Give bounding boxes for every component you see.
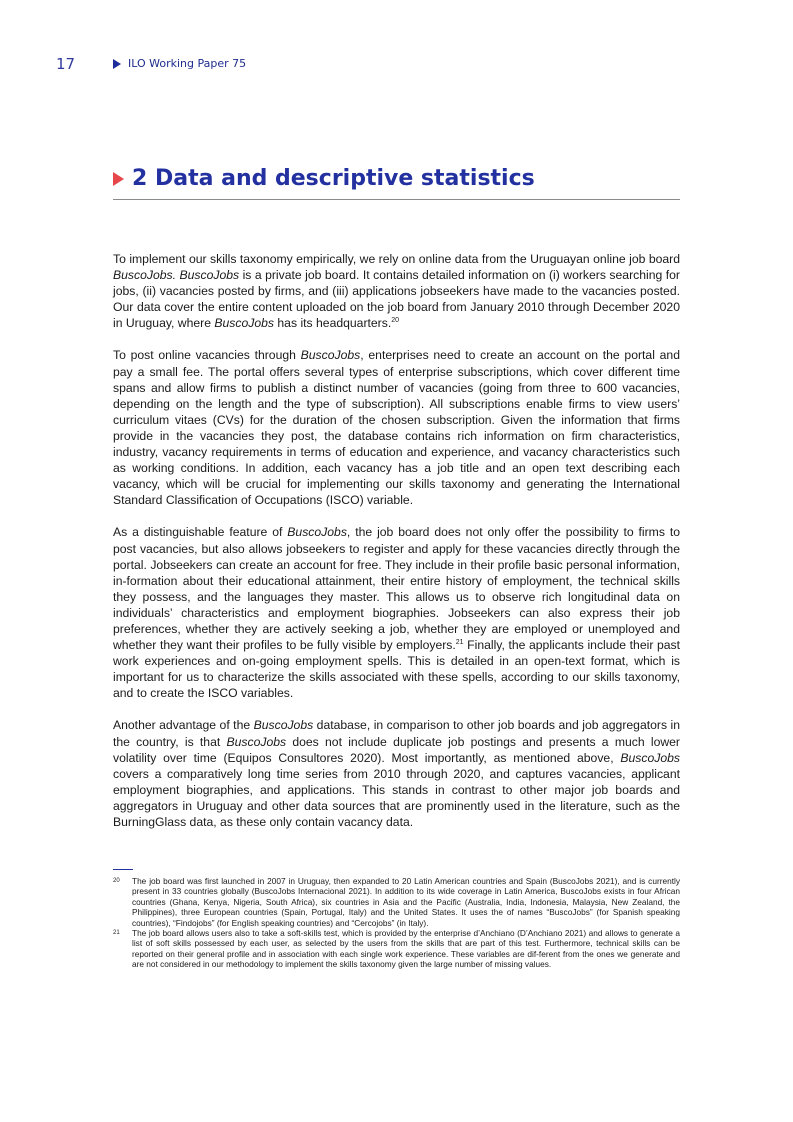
- text-run: Finally, the applicants include their past work experiences and on-going employment spells. This is detailed in an open-text format, which is important for us to characterize the skills associated with these spells, according to our skills taxonomy, and to create the ISCO variables.: [113, 638, 681, 701]
- body-text: [113, 251, 680, 846]
- paragraph: [113, 251, 680, 331]
- section-heading: [113, 166, 680, 191]
- footnote-ref: 20: [391, 317, 400, 325]
- text-run: is a private job board. It contains detailed information on (i) workers searching for jobs, (ii) vacancies posted by firms, and (iii) applications jobseekers have made to the vacancies posted. Our data cover the entire content uploaded on the job board from January 2010 through December 2020 in Uruguay, where: [113, 268, 680, 331]
- heading-divider: [113, 199, 680, 200]
- footnote-text: The job board was first launched in 2007 in Uruguay, then expanded to 20 Latin American countries and Spain (BuscoJobs 2021), and is currently present in 33 countries globally (BuscoJobs Internacional 2021). In addition to its wide coverage in Latin America, BuscoJobs exists in four African countries (Ghana, Kenya, Nigeria, South Africa), six countries in Asia and the Pacific (Australia, India, Indonesia, Malaysia, New Zealand, the Philippines), three European countries (Spain, Portugal, Italy) and the United States. It uses the of names “BuscoJobs” (for Spanish speaking countries), “Findojobs” (for English speaking countries) and “Cercojobs” (in Italy).: [132, 876, 680, 928]
- footnote-text: The job board allows users also to take a soft-skills test, which is provided by the enterprise d’Anchiano (D’Anchiano 2021) and allows to generate a list of soft skills possessed by each user, as selected by the users from the skills that are part of this test. Furthermore, technical skills can be reported on their general profile and in association with each single work experience. These variables are dif-ferent from the ones we generate and are not considered in our methodology to implement the skills taxonomy given the large number of missing values.: [132, 928, 680, 970]
- page-number: 17: [56, 55, 76, 73]
- italic-text: BuscoJobs: [253, 718, 314, 733]
- footnotes: [113, 876, 680, 970]
- italic-text: BuscoJobs: [300, 348, 361, 363]
- running-title-text: ILO Working Paper 75: [128, 57, 247, 70]
- text-run: To implement our skills taxonomy empirically, we rely on online data from the Uruguayan online job board: [113, 252, 680, 266]
- page-header: [0, 55, 793, 75]
- text-run: Another advantage of the: [113, 718, 254, 733]
- text-run: , enterprises need to create an account on the portal and pay a small fee. The portal offers several types of enterprise subscriptions, which cover different time spans and allow firms to publish a distinct number of vacancies (going from three to 600 vacancies, depending on the length and the type of subscription). All subscriptions enable firms to view users’ curriculum vitaes (CVs) for the duration of the chosen subscription. Given the information that firms provide in the vacancies they post, the database contains rich information on firm characteristics, industry, vacancy requirements in terms of education and experience, and vacancy characteristics such as working conditions. In addition, each vacancy has a job title and an open text describing each vacancy, which will be crucial for implementing our skills taxonomy and generating the International Standard Classification of Occupations (ISCO) variable.: [113, 348, 680, 508]
- paragraph: [113, 524, 680, 701]
- running-title: [113, 57, 246, 70]
- section-title-text: 2 Data and descriptive statistics: [132, 166, 535, 191]
- italic-text: BuscoJobs: [287, 525, 347, 540]
- text-run: , the job board does not only offer the possibility to firms to post vacancies, but also allows jobseekers to register and apply for these vacancies directly through the portal. Jobseekers can create an account for free. They include in their profile basic personal information, in-formation about their educational attainment, their entire history of employment, the technical skills they possess, and the languages they master. This allows us to observe rich longitudinal data on individuals’ characteristics and employment biographies. Jobseekers can also express their job preferences, whether they are actively seeking a job, whether they are employed or unemployed and whether they want their profiles to be fully visible by employers.: [113, 525, 681, 653]
- italic-text: BuscoJobs: [620, 750, 680, 765]
- text-run: database, in comparison to other job boards and job aggregators in the country, is that: [113, 718, 680, 749]
- italic-text: BuscoJobs. BuscoJobs: [113, 268, 240, 283]
- footnote-divider: [113, 869, 133, 870]
- text-run: has its headquarters.: [274, 316, 392, 331]
- footnote: [113, 928, 680, 970]
- text-run: As a distinguishable feature of: [113, 525, 288, 540]
- italic-text: BuscoJobs: [226, 734, 287, 749]
- text-run: does not include duplicate job postings and presents a much lower volatility over time (Equipos Consultores 2020). Most importantly, as mentioned above,: [113, 734, 680, 765]
- footnote-ref: 21: [455, 639, 464, 647]
- footnote: [113, 876, 680, 928]
- footnote-number: 20: [113, 878, 120, 884]
- text-run: To post online vacancies through: [113, 348, 301, 363]
- italic-text: BuscoJobs: [214, 316, 275, 331]
- paragraph: [113, 717, 680, 830]
- paragraph: [113, 347, 680, 508]
- text-run: covers a comparatively long time series from 2010 through 2020, and captures vacancies, applicant employment biographies, and applications. This stands in contrast to other major job boards and aggregators in Uruguay and other data sources that are prominently used in the literature, such as the BurningGlass data, as these only contain vacancy data.: [113, 766, 680, 829]
- triangle-bullet-icon: [113, 172, 124, 186]
- triangle-bullet-icon: [113, 59, 121, 69]
- footnote-number: 21: [113, 930, 120, 937]
